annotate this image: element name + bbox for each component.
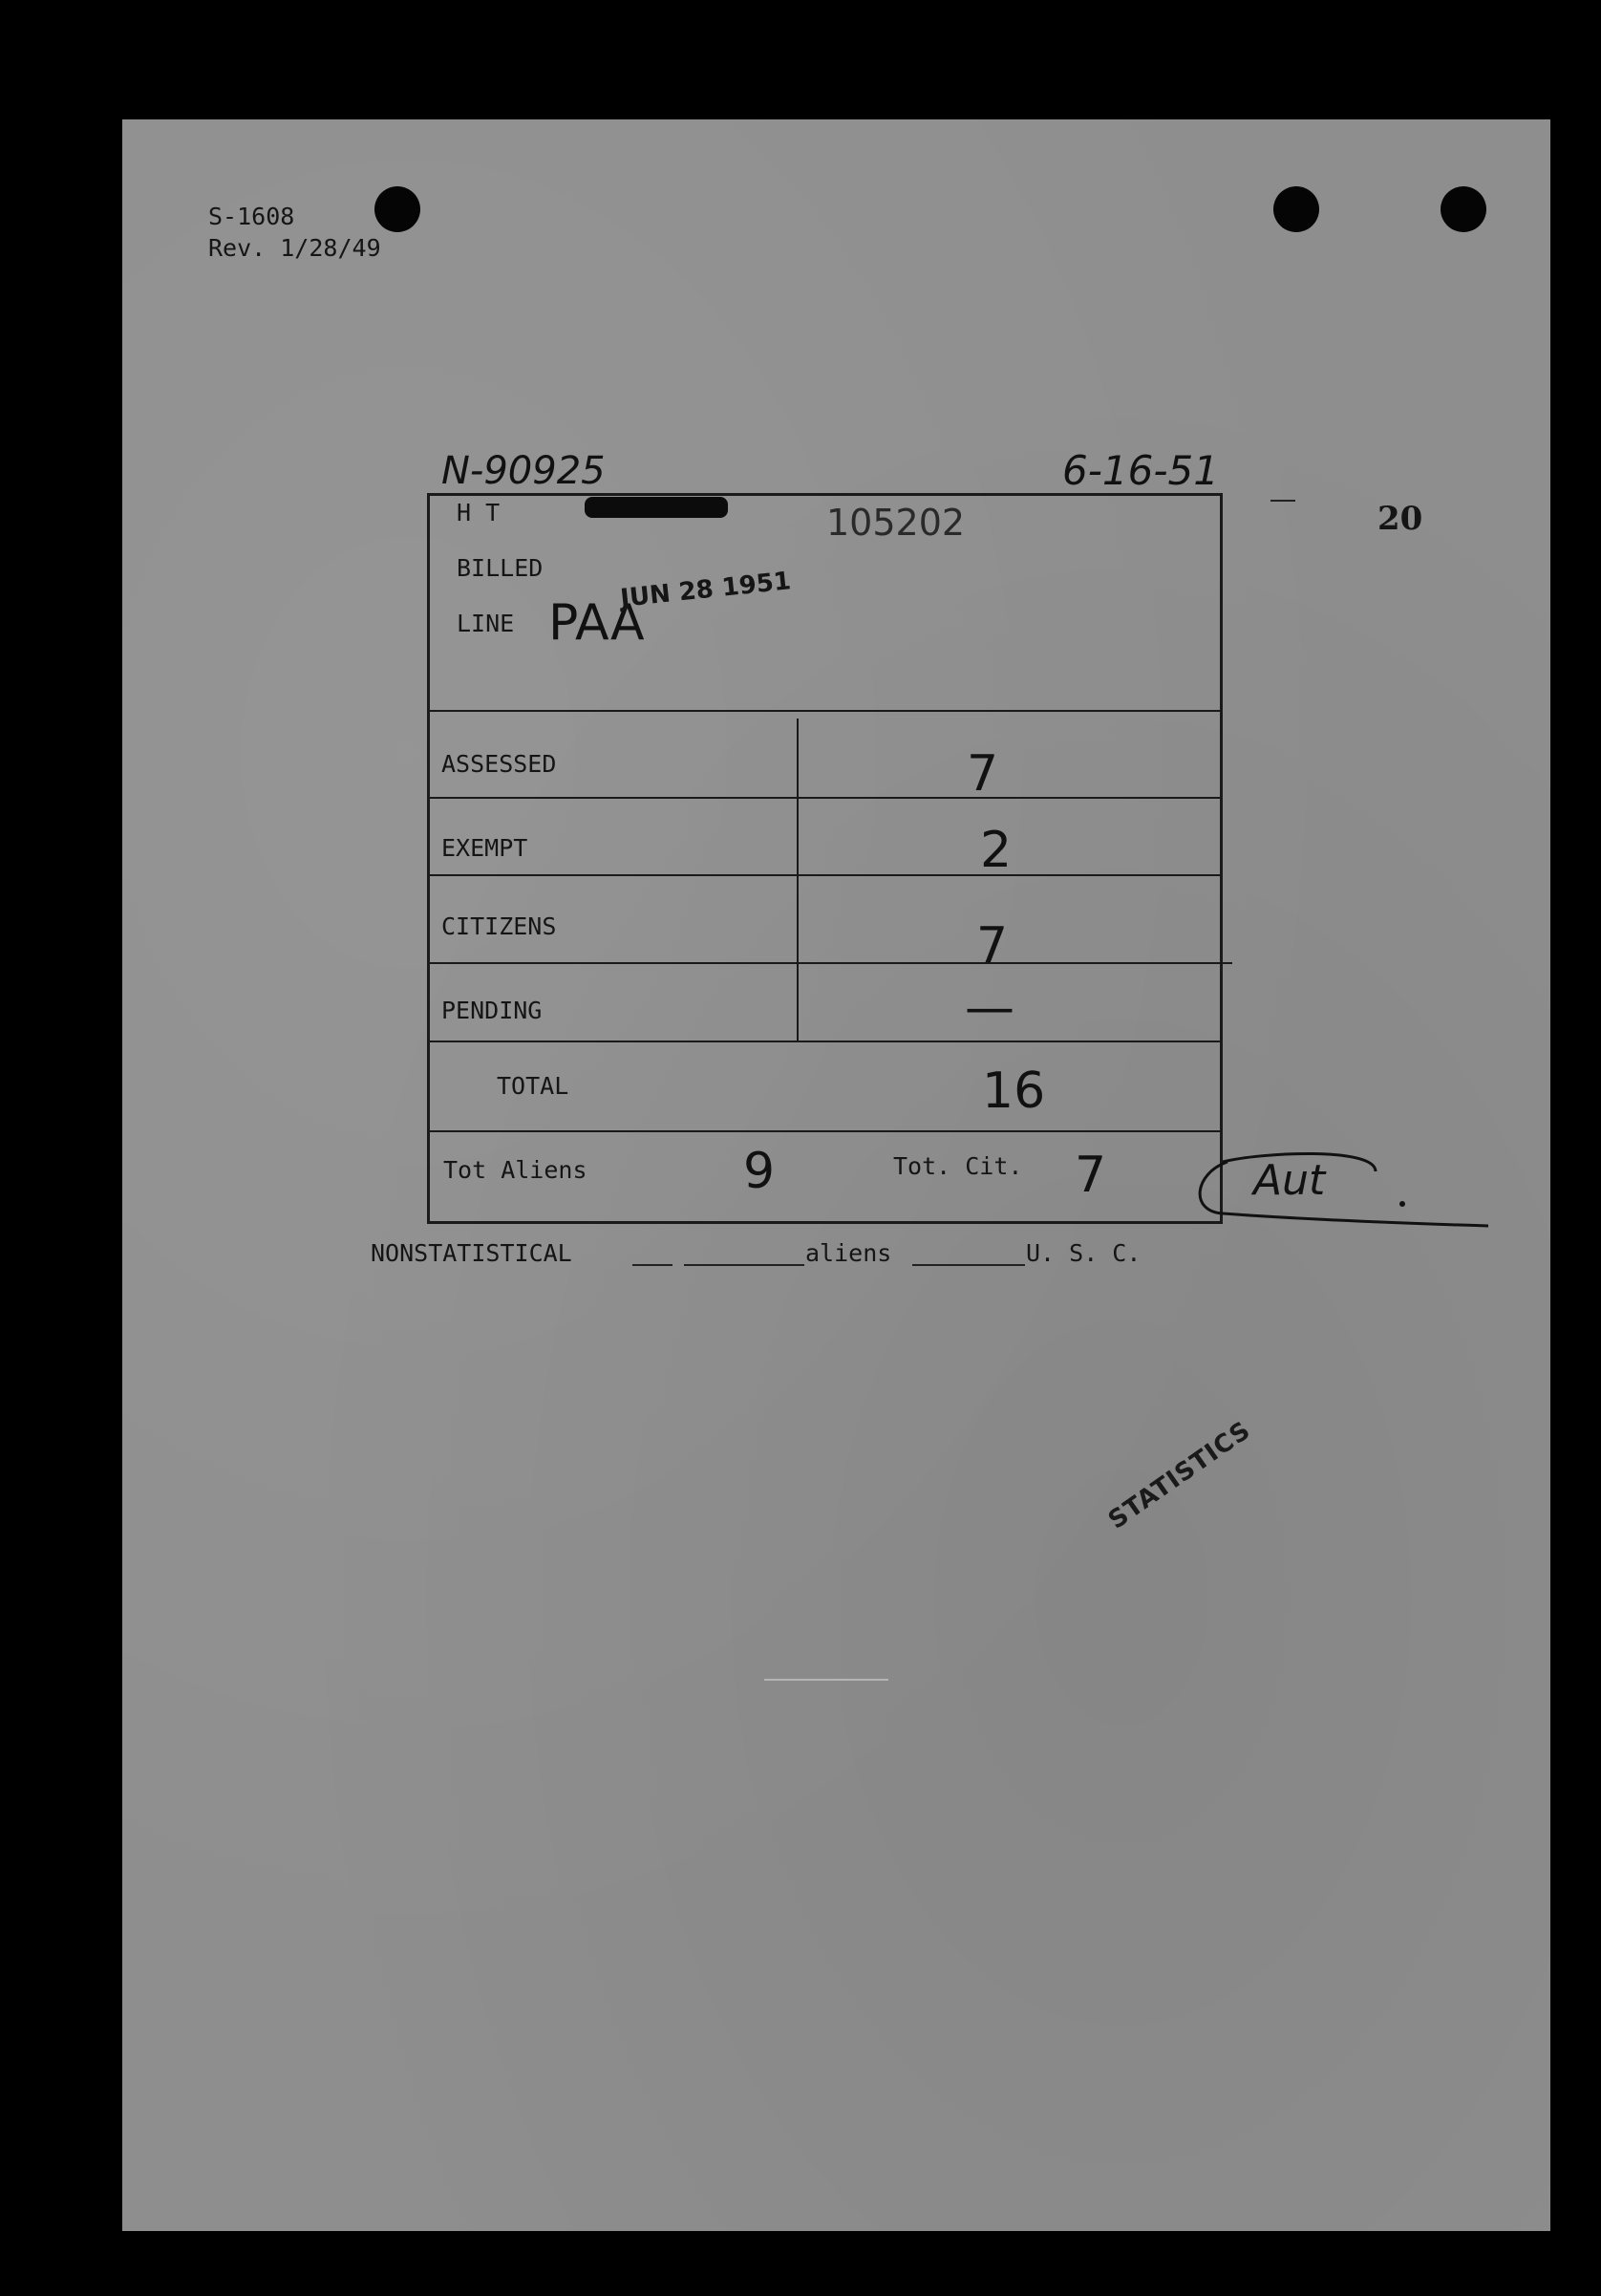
billed-label: BILLED <box>457 554 544 582</box>
received-date-stamp: JUN 28 1951 <box>619 567 793 613</box>
total-label: TOTAL <box>497 1072 569 1100</box>
ht-number: 105202 <box>826 502 966 544</box>
exempt-label: EXEMPT <box>441 834 528 862</box>
form-divider <box>427 1130 1223 1132</box>
punch-hole <box>1273 186 1319 232</box>
nonstatistical-blank <box>632 1264 672 1266</box>
aliens-blank <box>912 1264 1025 1266</box>
total-value: 16 <box>982 1062 1046 1120</box>
punch-hole <box>1441 186 1486 232</box>
aliens-label: aliens <box>805 1239 892 1267</box>
scan-artifact <box>764 1679 888 1681</box>
citizens-value: 7 <box>976 917 1009 975</box>
nonstatistical-label: NONSTATISTICAL <box>371 1239 572 1267</box>
date-underline <box>1270 500 1295 502</box>
handwritten-line-code: PAA <box>548 594 645 652</box>
form-divider <box>427 1041 1223 1042</box>
citizens-label: CITIZENS <box>441 912 557 940</box>
handwritten-file-number: N-90925 <box>441 449 606 493</box>
ht-label: H T <box>457 499 501 526</box>
tot-cit-value: 7 <box>1075 1147 1107 1204</box>
assessed-value: 7 <box>967 745 999 803</box>
redaction-mark <box>585 497 728 518</box>
form-revision: Rev. 1/28/49 <box>208 234 381 262</box>
pending-label: PENDING <box>441 997 543 1024</box>
form-number: S-1608 <box>208 203 295 230</box>
punch-hole <box>374 186 420 232</box>
usc-label: U. S. C. <box>1026 1239 1142 1267</box>
line-label: LINE <box>457 610 515 637</box>
form-divider <box>427 797 1223 799</box>
initials-flourish <box>1185 1145 1490 1231</box>
assessed-label: ASSESSED <box>441 750 557 778</box>
form-box <box>427 493 1223 1224</box>
form-divider <box>427 874 1223 876</box>
pending-value: — <box>965 979 1014 1037</box>
form-divider <box>427 962 1232 964</box>
tot-aliens-value: 9 <box>743 1143 776 1200</box>
statistics-stamp: STATISTICS <box>1103 1415 1257 1535</box>
handwritten-initials: Aut <box>1253 1156 1326 1205</box>
form-divider <box>427 710 1223 712</box>
tot-aliens-label: Tot Aliens <box>443 1156 587 1184</box>
nonstatistical-blank <box>684 1264 804 1266</box>
page-number: 20 <box>1377 500 1423 538</box>
tot-cit-label: Tot. Cit. <box>893 1152 1023 1180</box>
exempt-value: 2 <box>980 822 1013 879</box>
handwritten-date: 6-16-51 <box>1062 447 1219 494</box>
form-column-divider <box>797 719 799 1041</box>
